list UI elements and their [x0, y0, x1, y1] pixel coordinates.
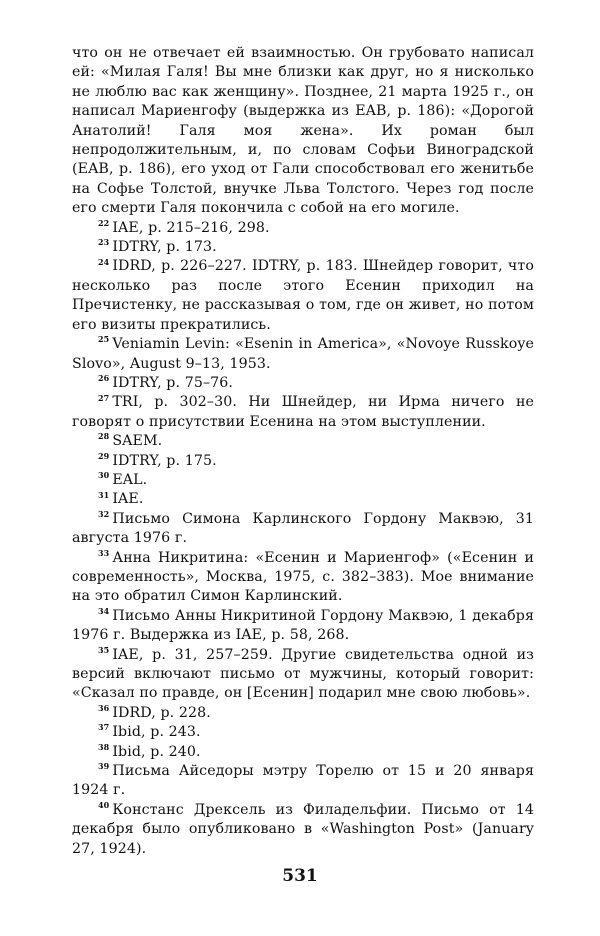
footnote-text: Ibid, p. 240.	[112, 743, 201, 760]
footnote-text: Анна Никритина: «Есенин и Мариенгоф» («Есенин и современность», Москва, 1975, с. 382–383). Мое внимание на это обратил Симон Карлинский.	[72, 549, 534, 605]
footnote-number: 27	[98, 392, 110, 403]
footnote-number: 33	[98, 547, 110, 558]
footnote-number: 31	[98, 489, 110, 500]
footnote-text: IDRD, p. 226–227. IDTRY, p. 183. Шнейдер говорит, что несколько раз после этого Есенин приходил на Пречистенку, не рассказывая о том, где он живет, но потом его визиты прекратились.	[72, 258, 534, 333]
footnote-text: IDRD, p. 228.	[112, 704, 211, 721]
footnote-text: Констанс Дрексель из Филадельфии. Письмо от 14 декабря было опубликовано в «Washington Post» (January 27, 1924).	[72, 801, 534, 857]
footnote-33	[72, 549, 534, 607]
footnote-text: Ibid, p. 243.	[112, 724, 201, 741]
footnote-31	[72, 490, 534, 509]
footnote-text: Письмо Анны Никритиной Гордону Маквэю, 1 декабря 1976 г. Выдержка из IAE, p. 58, 268.	[72, 607, 534, 644]
footnote-number: 39	[98, 761, 110, 772]
footnote-text: IAE, p. 31, 257–259. Другие свидетельства одной из версий включают письмо от мужчины, который говорит: «Сказал по правде, он [Есенин] подарил мне свою любовь».	[72, 646, 534, 702]
footnote-40	[72, 801, 534, 859]
footnote-29	[72, 452, 534, 471]
footnote-27	[72, 393, 534, 432]
footnote-text: SAEM.	[112, 433, 163, 450]
footnote-text: IAE, p. 215–216, 298.	[112, 219, 270, 236]
footnote-number: 25	[98, 334, 110, 345]
footnote-text: EAL.	[112, 471, 148, 488]
footnote-number: 22	[98, 217, 110, 228]
footnote-34	[72, 607, 534, 646]
footnote-number: 30	[98, 470, 110, 481]
footnote-text: IDTRY, p. 75–76.	[112, 374, 233, 391]
footnote-text: Veniamin Levin: «Esenin in America», «Novoye Russkoye Slovo», August 9–13, 1953.	[72, 336, 534, 372]
footnote-39	[72, 762, 534, 801]
footnote-number: 29	[98, 450, 110, 461]
footnote-number: 36	[98, 703, 110, 714]
footnote-number: 23	[98, 237, 110, 248]
footnote-32	[72, 510, 534, 549]
footnote-text: IAE.	[112, 491, 144, 508]
footnote-26	[72, 374, 534, 393]
footnote-number: 26	[98, 373, 110, 384]
footnote-text: IDTRY, p. 175.	[112, 452, 217, 469]
footnote-28	[72, 432, 534, 451]
footnote-text: IDTRY, p. 173.	[112, 239, 217, 256]
footnote-text: Письмо Симона Карлинского Гордону Маквэю, 31 августа 1976 г.	[72, 510, 534, 547]
footnote-text: Письма Айседоры мэтру Торелю от 15 и 20 января 1924 г.	[72, 763, 534, 799]
footnote-37	[72, 723, 534, 742]
footnote-25	[72, 335, 534, 374]
footnote-number: 28	[98, 431, 110, 442]
footnote-35	[72, 646, 534, 704]
footnote-text: TRI, p. 302–30. Ни Шнейдер, ни Ирма ничего не говорят о присутствии Есенина на этом выступлении.	[72, 394, 534, 430]
footnote-38	[72, 743, 534, 762]
footnote-number: 37	[98, 722, 110, 733]
footnote-number: 24	[98, 256, 110, 267]
footnote-number: 35	[98, 644, 110, 655]
opening-paragraph: что он не отвечает ей взаимностью. Он грубовато написал ей: «Милая Галя! Вы мне близки как друг, но я нисколько не люблю вас как женщину». Позднее, 21 марта 1925 г., он написал Мариенгофу (выдержка из EAB, p. 186): «Дорогой Анатолий! Галя моя жена». Их роман был непродолжительным, и, по словам Софьи Виноградской (EAB, p. 186), его уход от Гали способствовал его женитьбе на Софье Толстой, внучке Льва Толстого. Через год после его смерти Галя покончила с собой на его могиле.	[72, 45, 534, 217]
footnote-23	[72, 238, 534, 257]
footnote-number: 32	[98, 509, 110, 520]
footnote-30	[72, 471, 534, 490]
footnote-number: 40	[98, 800, 110, 811]
page-body	[72, 44, 534, 859]
footnote-number: 34	[98, 606, 110, 617]
footnote-24	[72, 257, 534, 335]
footnote-36	[72, 704, 534, 723]
footnote-22	[72, 219, 534, 238]
footnote-number: 38	[98, 741, 110, 752]
page-number: 531	[282, 866, 318, 886]
